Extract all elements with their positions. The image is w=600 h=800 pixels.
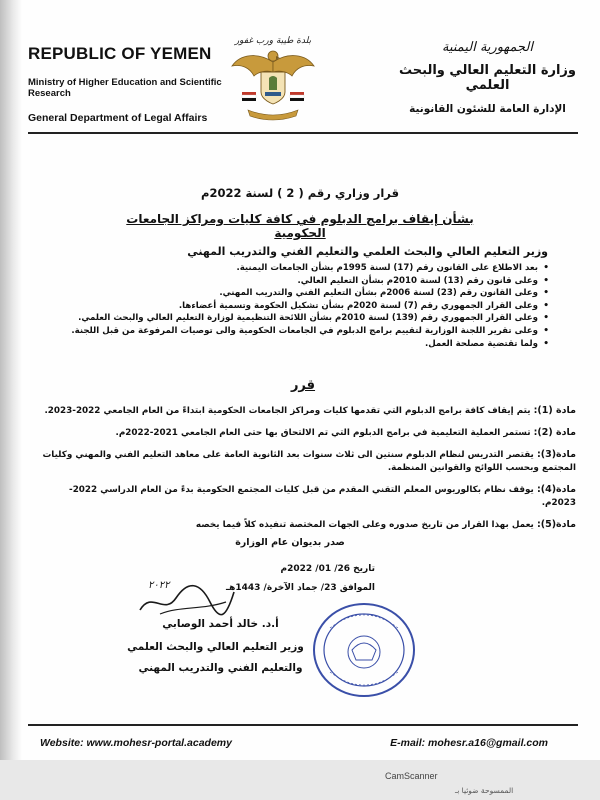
header-ministry-en: Ministry of Higher Education and Scientific Research (28, 77, 222, 99)
footer-email: E-mail: mohesr.a16@gmail.com (390, 737, 548, 749)
decree-title: قرار وزاري رقم ( 2 ) لسنة 2022م (201, 186, 399, 200)
scanner-watermark-label: CamScanner (385, 771, 438, 781)
decision-heading: قرر (290, 378, 316, 393)
preamble-item: • وعلى القانون رقم (23) لسنة 2006م بشأن التعليم الفني والتدريب المهني. (18, 287, 538, 300)
decree-dates (225, 560, 375, 598)
footer-website: Website: www.mohesr-portal.academy (40, 737, 232, 749)
header-english (28, 44, 223, 124)
article-1 (36, 404, 576, 418)
preamble-list (18, 262, 552, 350)
article-text: يوقف نظام بكالوريوس المعلم التقني المقدم من قبل كليات المجتمع الحكومية بدءً من العام الدراسي 2022-2023م. (69, 485, 576, 508)
handwritten-signature-icon (130, 572, 240, 622)
header-divider (28, 132, 578, 134)
articles (36, 404, 576, 540)
preamble-item: • وعلى تقرير اللجنة الوزارية لتقييم برامج الدبلوم في الجامعات الحكومية والى توصيات المرفوعة من قبل اللجنة. (18, 325, 538, 338)
preamble-item: • بعد الاطلاع على القانون رقم (17) لسنة 1995م بشأن الجامعات اليمنية. (18, 262, 538, 275)
article-label: مادة (1): (533, 405, 576, 416)
header-country-ar: الجمهورية اليمنية (441, 40, 533, 55)
preamble-item: • وعلى القرار الجمهوري رقم (7) لسنة 2020م بشأن تشكيل الحكومة وتسمية أعضاءها. (18, 300, 538, 313)
header-department-ar: الإدارة العامة للشئون القانونية (409, 103, 566, 115)
official-stamp-icon (310, 600, 418, 700)
decree-issuer: وزير التعليم العالي والبحث العلمي والتعليم الفني والتدريب المهني (187, 245, 548, 258)
article-3 (36, 448, 576, 475)
article-text: يعمل بهذا القرار من تاريخ صدوره وعلى الجهات المختصة تنفيذه كلاً فيما يخصه (195, 520, 534, 530)
article-label: مادة(3): (536, 449, 576, 460)
header-country-en: REPUBLIC OF YEMEN (28, 44, 212, 63)
scanner-watermark-sub: الممسوحة ضوئيا بـ (455, 786, 514, 795)
article-2 (36, 426, 576, 440)
article-label: مادة(4): (536, 484, 576, 495)
decree-subject: بشأن إيقاف برامج الدبلوم في كافة كليات ومراكز الجامعات الحكومية (126, 212, 474, 240)
date-hijri: الموافق 23/ جماد الآخرة/ 1443هـ (226, 583, 375, 593)
signatory-name: أ.د. خالد أحمد الوصابي (162, 618, 279, 630)
date-gregorian: تاريخ 26/ 01/ 2022م (280, 564, 375, 574)
header-ministry-ar: وزارة التعليم العالي والبحث العلمي (399, 63, 576, 93)
header-arabic (395, 40, 580, 115)
issued-at: صدر بديوان عام الوزارة (235, 537, 345, 548)
preamble-item: • ولما تقتضية مصلحة العمل. (18, 338, 538, 351)
article-5 (36, 518, 576, 532)
footer-divider (28, 724, 578, 726)
signatory-title-line1: وزير التعليم العالي والبحث العلمي (127, 641, 304, 653)
article-label: مادة (2): (533, 427, 576, 438)
svg-text:بلدة طيبة ورب غفور: بلدة طيبة ورب غفور (234, 36, 312, 46)
preamble-item: • وعلى القرار الجمهوري رقم (139) لسنة 2010م بشأن اللائحة التنظيمية لوزارة التعليم العالي والبحث العلمي. (18, 312, 538, 325)
signature-note: ٢٠٢٢ (148, 580, 170, 591)
article-text: يتم إيقاف كافة برامج الدبلوم التي تقدمها كليات ومراكز الجامعات الحكومية ابتداءً من العام الجامعي 2022-2023. (44, 406, 531, 416)
yemen-emblem-icon (228, 32, 318, 124)
article-text: تستمر العملية التعليمية في برامج الدبلوم التي تم الالتحاق بها حتى العام الجامعي 2021-2022م. (115, 428, 531, 438)
scan-edge-shadow (0, 0, 22, 800)
signatory-title-line2: والتعليم الفني والتدريب المهني (138, 662, 303, 674)
article-label: مادة(5): (536, 519, 576, 530)
article-4 (36, 483, 576, 510)
article-text: يقتصر التدريس لنظام الدبلوم سنتين الى ثلاث سنوات بعد الثانوية العامة على معاهد التعليم الفني والمهني وكليات المجتمع وبحسب اللوائح والقوانين المنظمة. (42, 450, 576, 473)
preamble-item: • وعلى قانون رقم (13) لسنة 2010م بشأن التعليم العالي. (18, 275, 538, 288)
header-department-en: General Department of Legal Affairs (28, 112, 208, 124)
